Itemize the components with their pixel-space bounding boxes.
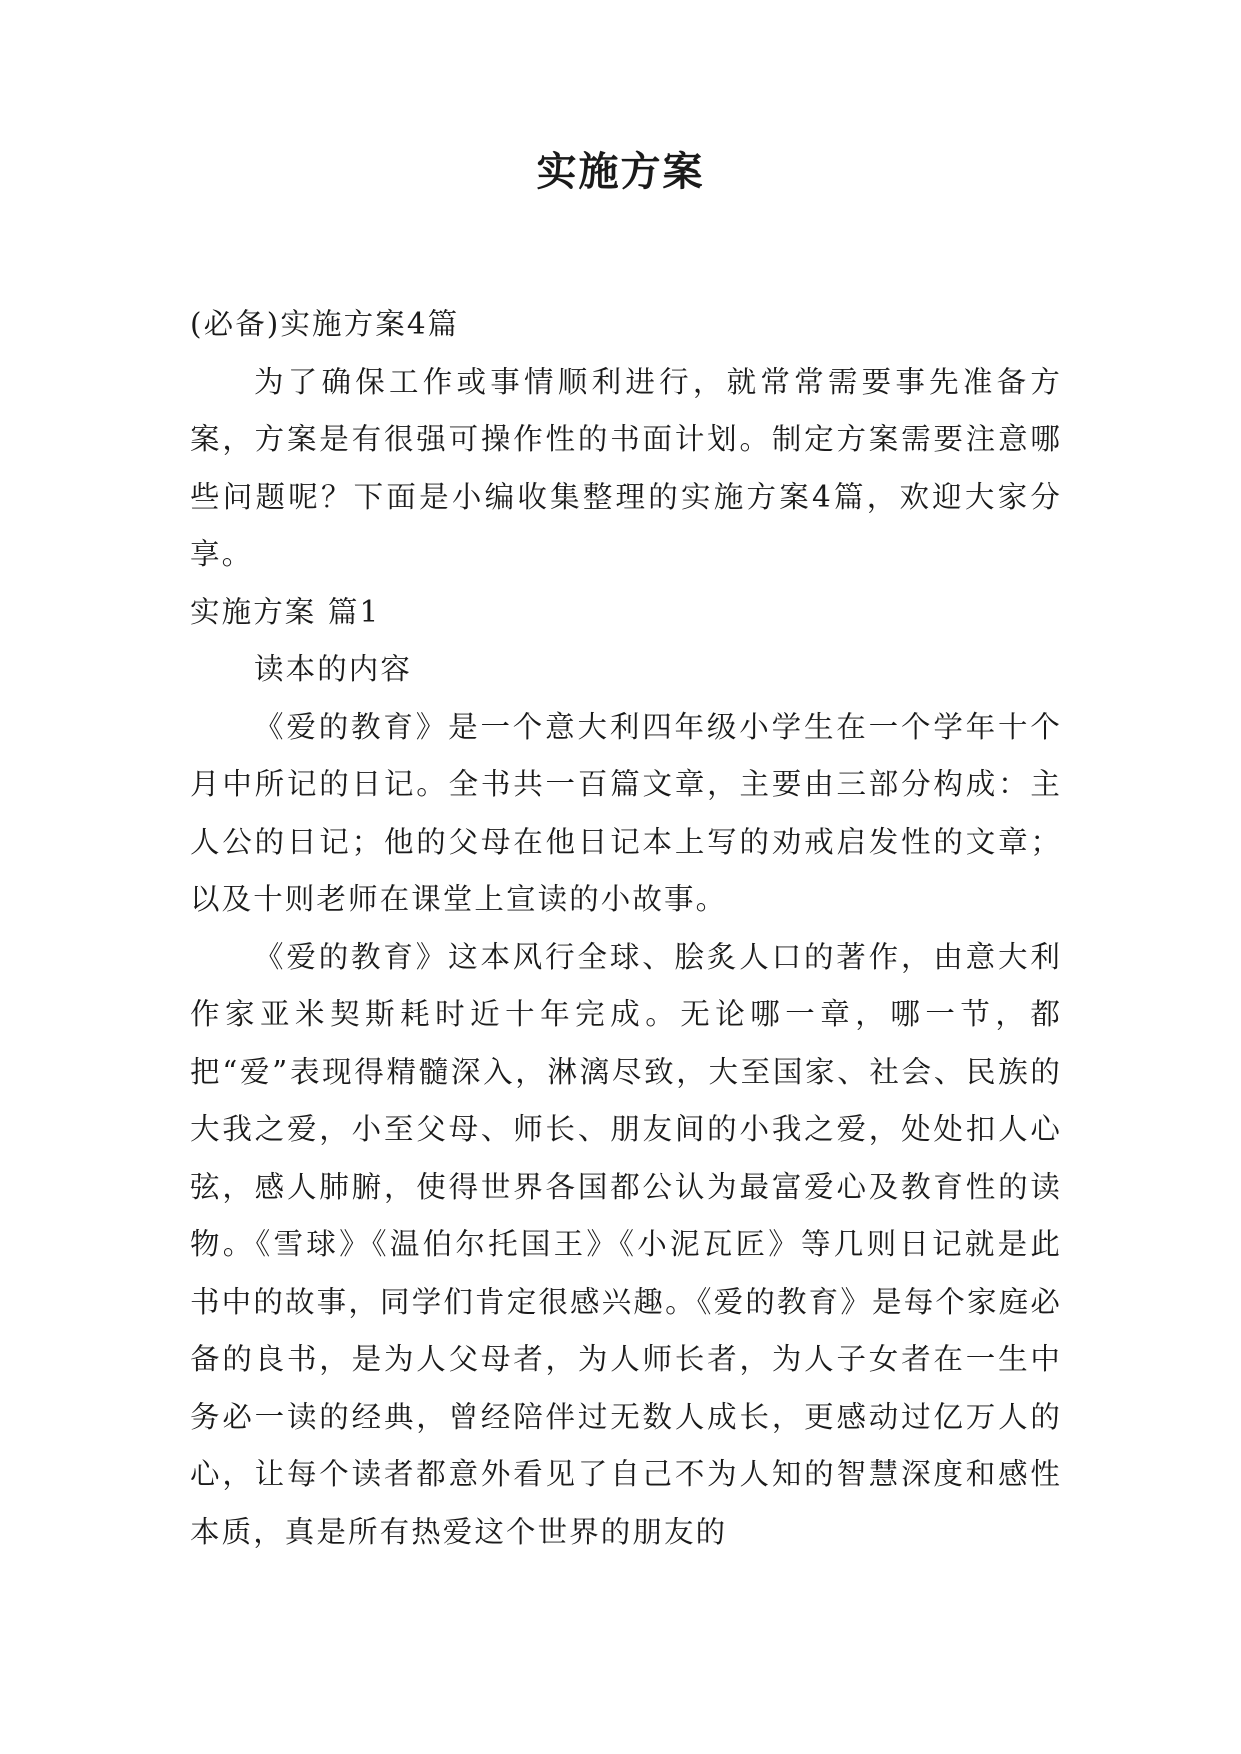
body-paragraph: 《爱的教育》是一个意大利四年级小学生在一个学年十个月中所记的日记。全书共一百篇文章，主要由三部分构成：主人公的日记；他的父母在他日记本上写的劝戒启发性的文章；以及十则老师在课堂上宣读的小故事。 (190, 709, 1062, 916)
intro-paragraph: 为了确保工作或事情顺利进行，就常常需要事先准备方案，方案是有很强可操作性的书面计划。制定方案需要注意哪些问题呢？下面是小编收集整理的实施方案4篇，欢迎大家分享。 (190, 364, 1062, 571)
document-subtitle: (必备)实施方案4篇 (190, 307, 460, 341)
subsection-heading: 读本的内容 (254, 652, 413, 686)
body-paragraph: 《爱的教育》这本风行全球、脍炙人口的著作，由意大利作家亚米契斯耗时近十年完成。无论哪一章，哪一节，都把“爱”表现得精髓深入，淋漓尽致，大至国家、社会、民族的大我之爱，小至父母、师长、朋友间的小我之爱，处处扣人心弦，感人肺腑，使得世界各国都公认为最富爱心及教育性的读物。《雪球》《温伯尔托国王》《小泥瓦匠》等几则日记就是此书中的故事，同学们肯定很感兴趣。《爱的教育》是每个家庭必备的良书，是为人父母者，为人师长者，为人子女者在一生中务必一读的经典，曾经陪伴过无数人成长，更感动过亿万人的心，让每个读者都意外看见了自己不为人知的智慧深度和感性本质，真是所有热爱这个世界的朋友的 (190, 939, 1062, 1549)
section-heading: 实施方案 篇1 (190, 594, 381, 629)
document-body (190, 296, 1062, 1561)
document-title: 实施方案 (536, 148, 705, 195)
